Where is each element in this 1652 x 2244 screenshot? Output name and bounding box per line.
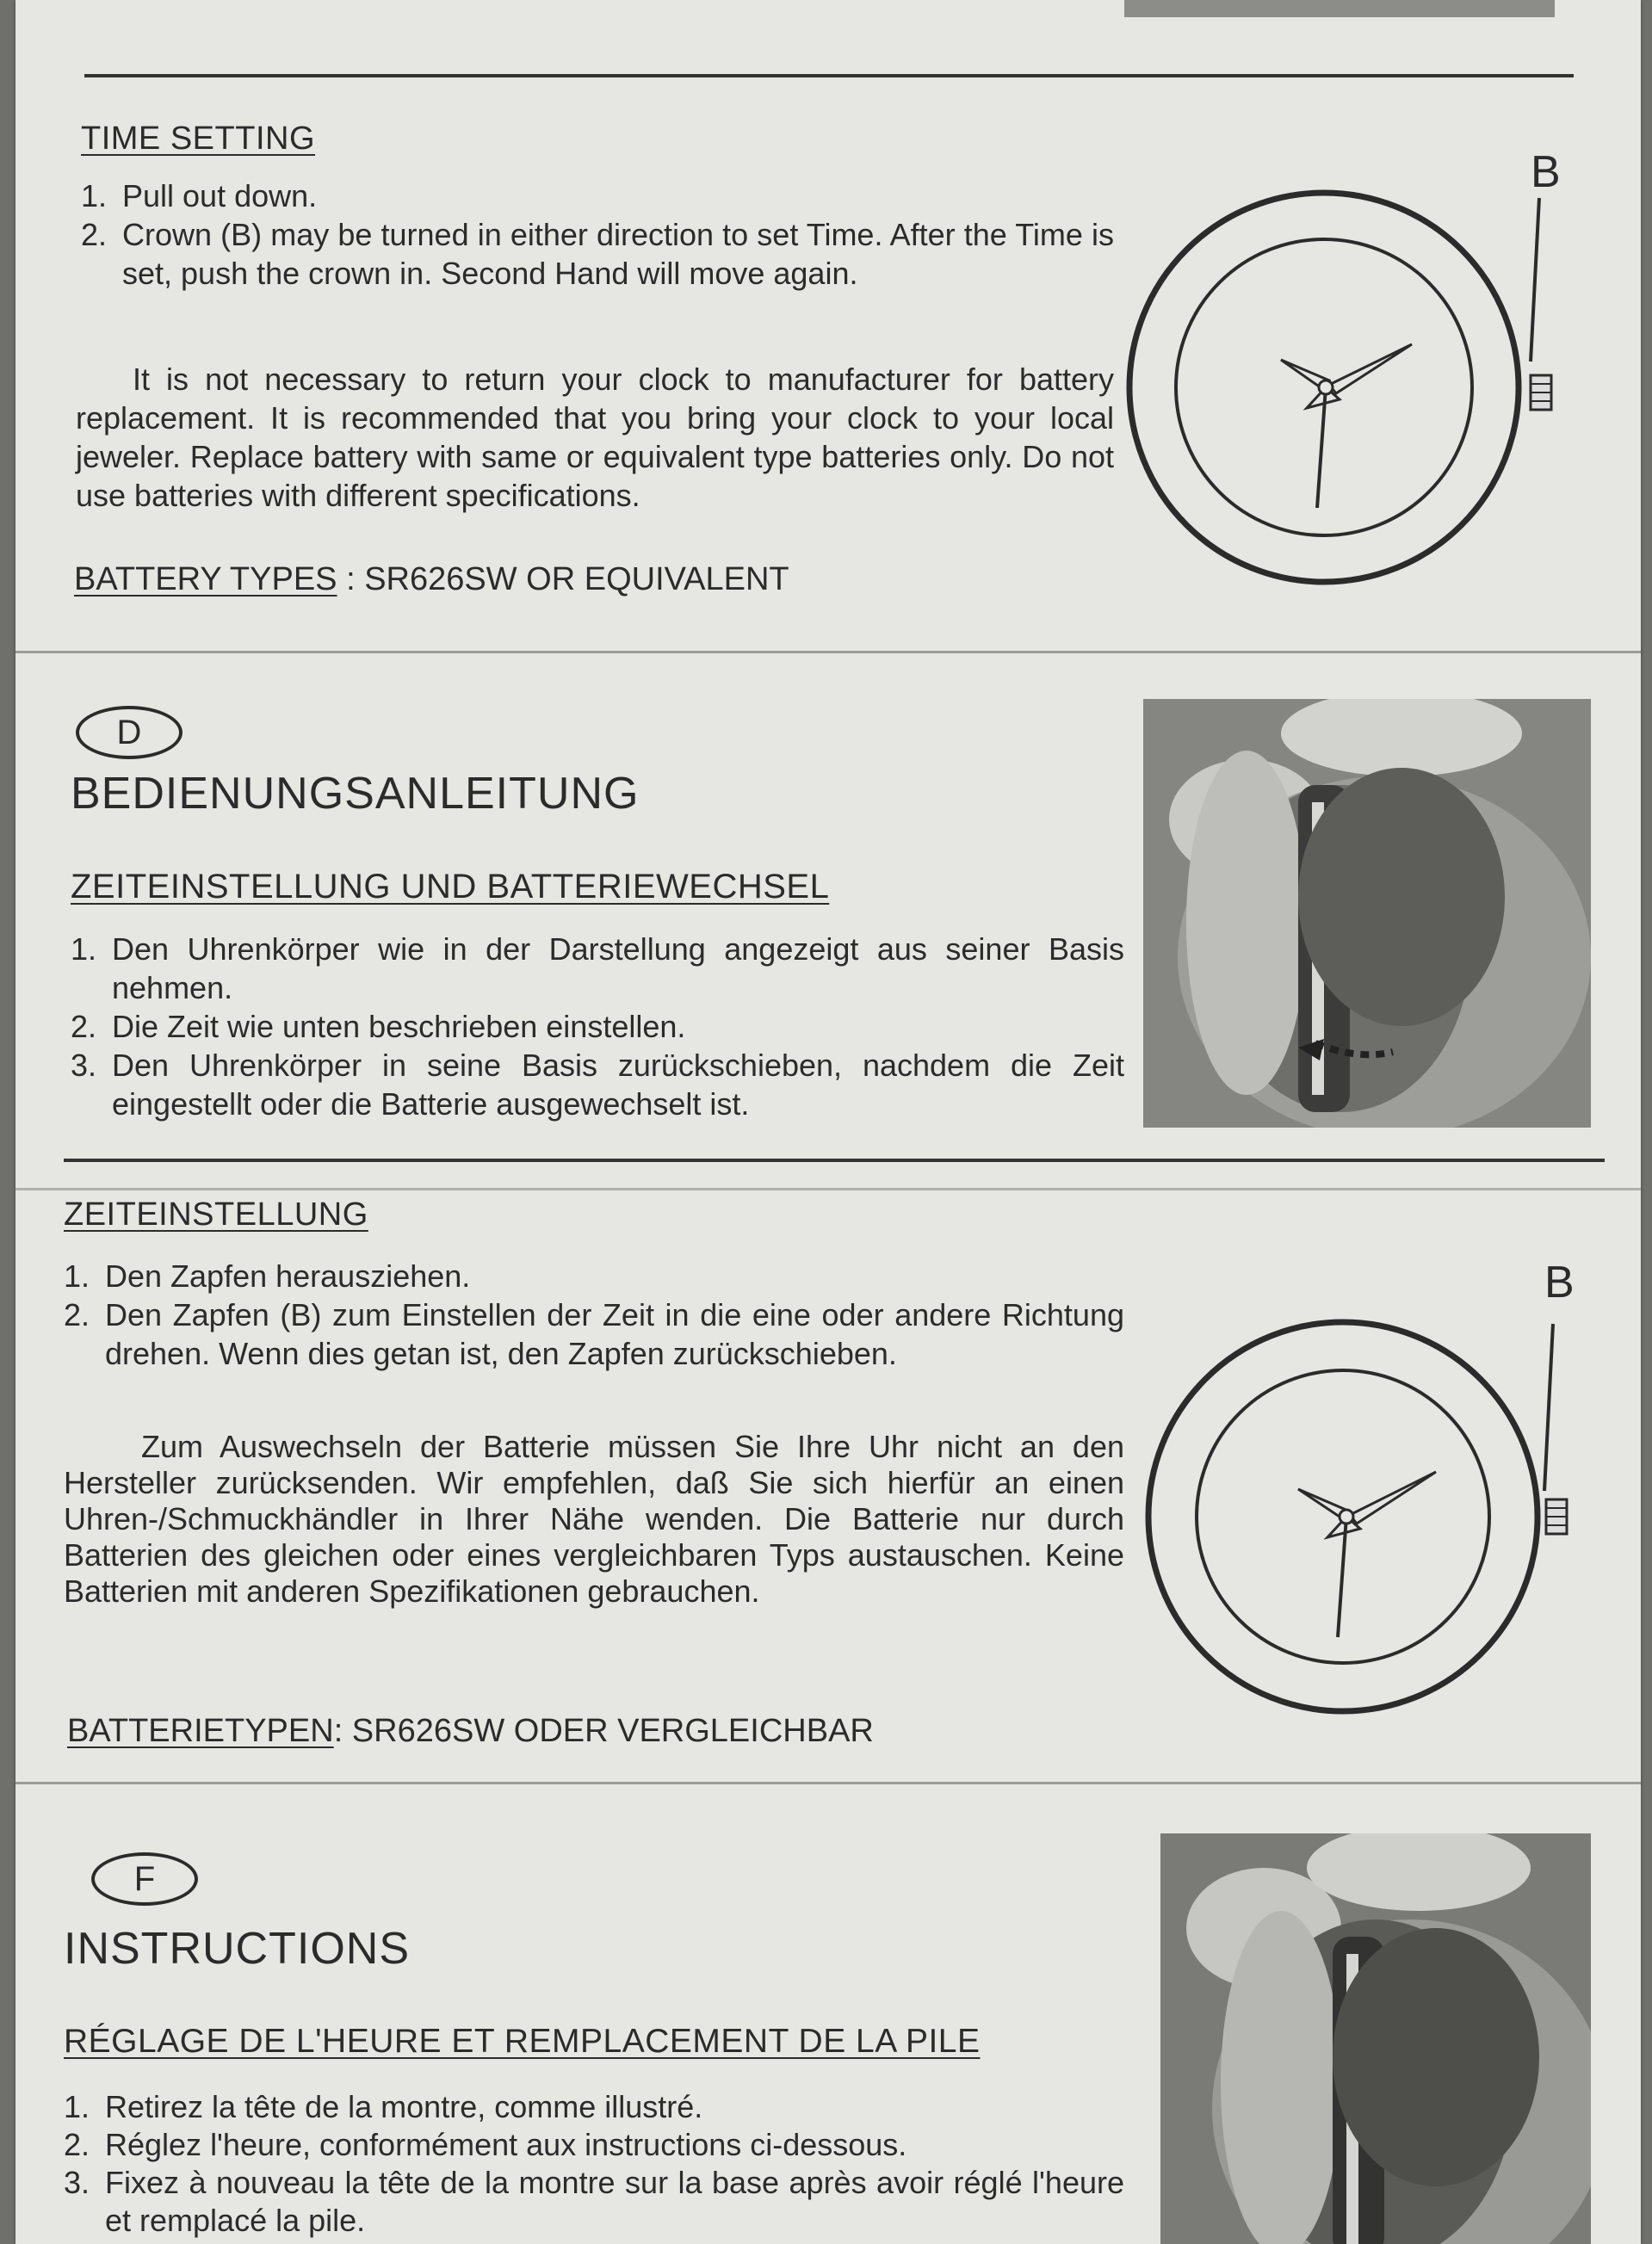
crown-leader-line bbox=[1531, 198, 1539, 362]
fr-step-2: 2. Réglez l'heure, conformément aux instructions ci-dessous. bbox=[64, 2127, 907, 2162]
en-paragraph: It is not necessary to return your clock to manufacturer for battery replacement. It is recommended that you bring your clock to your local jeweler. Replace battery with same or equivalent type batteries only. Do not use batteries with different specifications. bbox=[76, 362, 1114, 513]
language-badge-f: F bbox=[91, 1852, 198, 1906]
top-photo-remnant bbox=[1124, 0, 1555, 17]
de-clock-diagram bbox=[1143, 1257, 1591, 1722]
en-step-1: 1. Pull out down. bbox=[81, 178, 318, 213]
de-battery-label: BATTERIETYPEN bbox=[67, 1713, 334, 1749]
fold-line bbox=[15, 651, 1641, 653]
fr-step-3: 3. Fixez à nouveau la tête de la montre sur la base après avoir réglé l'heure et remplacé la pile. bbox=[64, 2165, 1124, 2238]
en-battery-label: BATTERY TYPES bbox=[74, 561, 337, 597]
de-step-2: 2. Die Zeit wie unten beschrieben einstellen. bbox=[71, 1009, 686, 1044]
de-time-step-1: 1. Den Zapfen herausziehen. bbox=[64, 1258, 471, 1294]
clock-hands-icon bbox=[1298, 1472, 1436, 1637]
fr-step-1: 1. Retirez la tête de la montre, comme illustré. bbox=[64, 2089, 703, 2124]
de-time-heading: ZEITEINSTELLUNG bbox=[64, 1196, 368, 1233]
de-battery-types bbox=[67, 1713, 874, 1750]
en-steps bbox=[81, 176, 1114, 293]
fr-title: INSTRUCTIONS bbox=[64, 1924, 410, 1974]
clock-base-photo bbox=[1160, 1833, 1591, 2244]
de-paragraph: Zum Auswechseln der Batterie müssen Sie Ihre Uhr nicht an den Hersteller zurücksenden. Wir empfehlen, daß Sie sich hierfür an einen Uhren-/Schmuckhändler in Ihrer Nähe wenden. Die Batterie nur durch Batterien des gleichen oder eines vergleichbaren Typs austauschen. Keine Batterien mit anderen Spezifikationen gebrauchen. bbox=[64, 1429, 1124, 1609]
section-divider bbox=[64, 1159, 1605, 1162]
de-crown-label: B bbox=[1544, 1258, 1575, 1307]
de-battery-value: : SR626SW ODER VERGLEICHBAR bbox=[333, 1713, 874, 1749]
en-battery-value: : SR626SW OR EQUIVALENT bbox=[337, 561, 789, 597]
section-divider bbox=[84, 74, 1574, 77]
instruction-leaflet bbox=[15, 0, 1641, 2244]
fold-line bbox=[15, 1188, 1641, 1190]
language-badge-d: D bbox=[76, 706, 183, 759]
de-title: BEDIENUNGSANLEITUNG bbox=[71, 769, 640, 819]
de-time-step-2: 2. Den Zapfen (B) zum Einstellen der Zeit in die eine oder andere Richtung drehen. Wenn dies getan ist, den Zapfen zurückschieben. bbox=[64, 1297, 1124, 1371]
en-clock-diagram bbox=[1126, 146, 1574, 594]
de-step-3: 3. Den Uhrenkörper in seine Basis zurückschieben, nachdem die Zeit eingestellt oder die Batterie ausgewechselt ist. bbox=[71, 1048, 1124, 1122]
de-step-1: 1. Den Uhrenkörper wie in der Darstellung angezeigt aus seiner Basis nehmen. bbox=[71, 931, 1124, 1005]
en-crown-label: B bbox=[1531, 147, 1561, 197]
clock-base-photo bbox=[1143, 699, 1591, 1128]
en-battery-types bbox=[74, 561, 789, 598]
crown-leader-line bbox=[1544, 1324, 1553, 1491]
fr-subheading: RÉGLAGE DE L'HEURE ET REMPLACEMENT DE LA PILE bbox=[64, 2023, 981, 2060]
en-step-2: 2. Crown (B) may be turned in either direction to set Time. After the Time is set, push the crown in. Second Hand will move again. bbox=[81, 217, 1114, 291]
clock-hands-icon bbox=[1281, 344, 1412, 508]
de-time-steps bbox=[64, 1257, 1124, 1373]
de-steps bbox=[71, 930, 1124, 1123]
de-subheading: ZEITEINSTELLUNG UND BATTERIEWECHSEL bbox=[71, 868, 830, 906]
fold-line bbox=[15, 1782, 1641, 1784]
time-setting-heading: TIME SETTING bbox=[81, 121, 315, 157]
fr-steps bbox=[64, 2088, 1124, 2240]
